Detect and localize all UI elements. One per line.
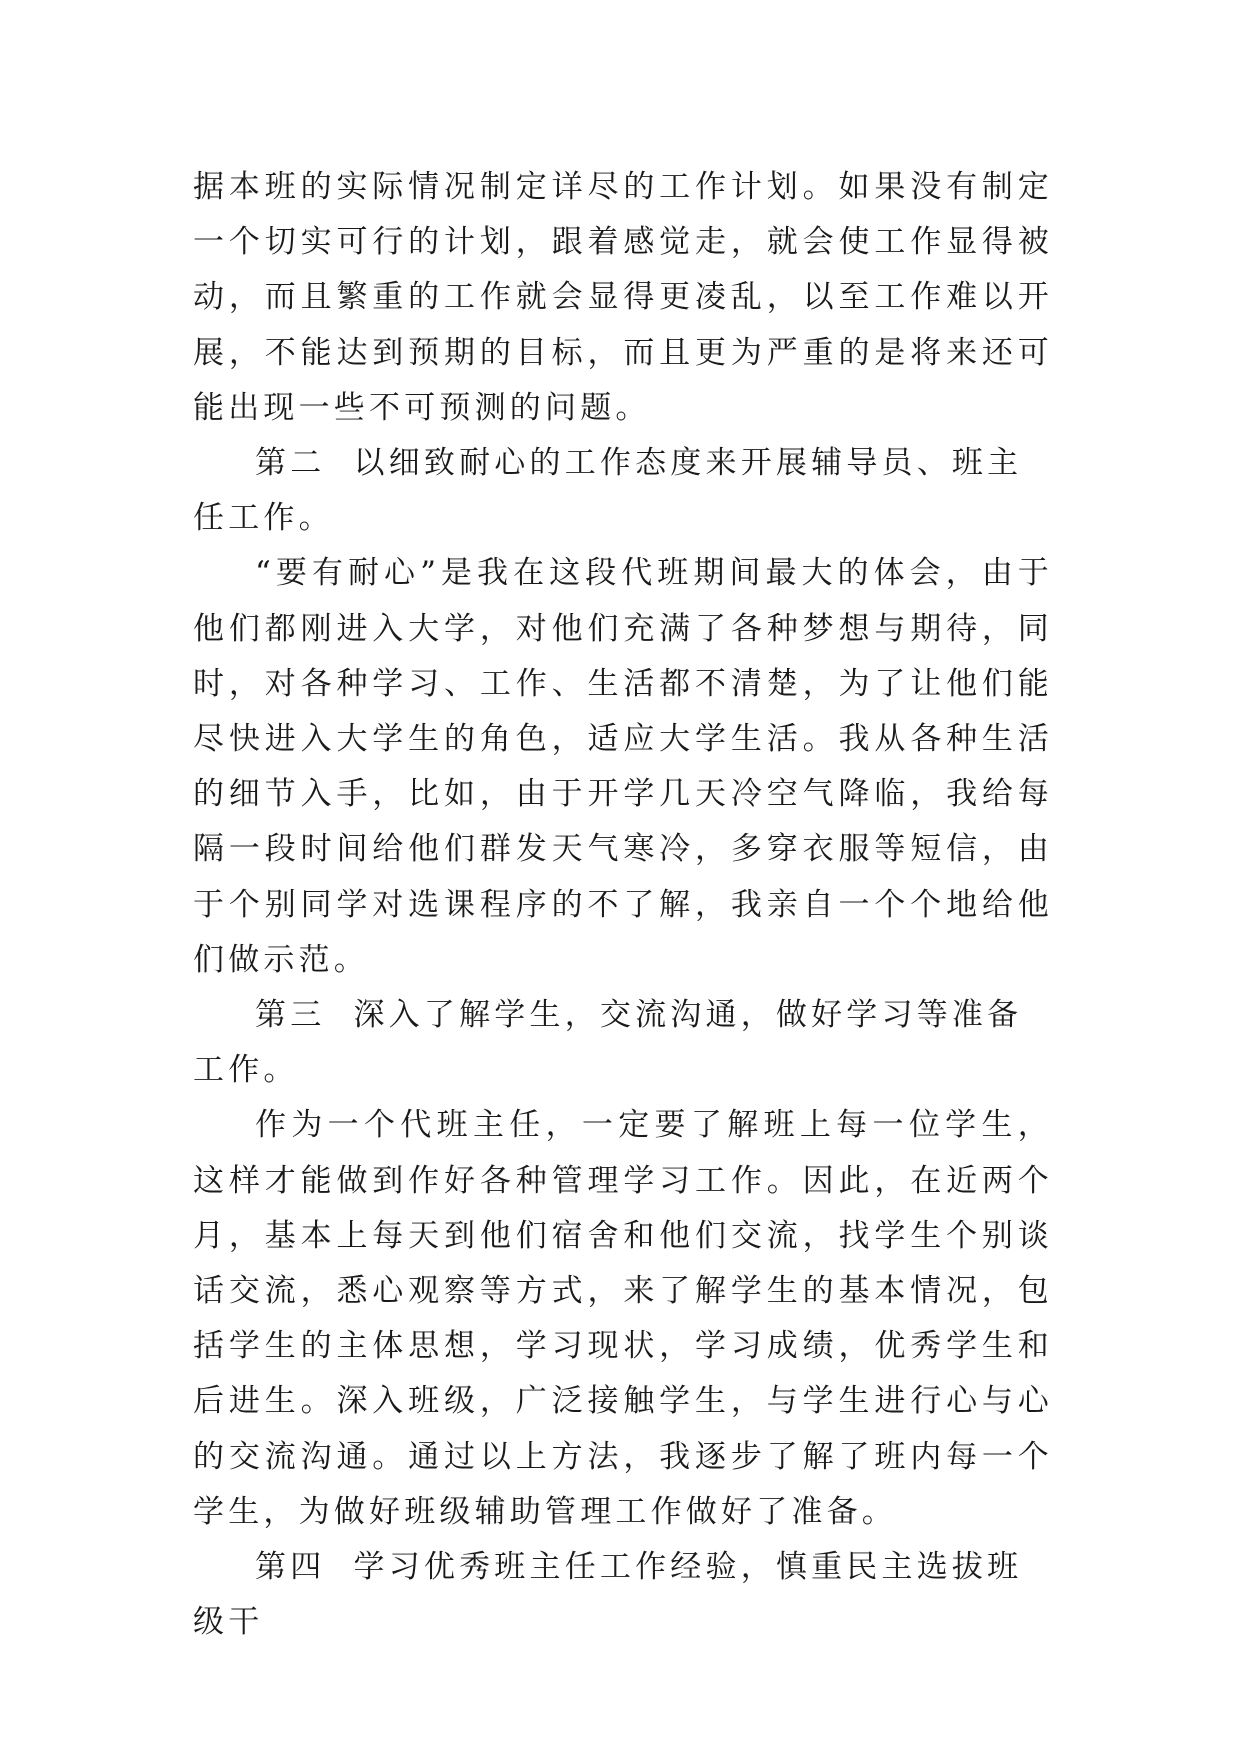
paragraph-planning-continued: 据本班的实际情况制定详尽的工作计划。如果没有制定一个切实可行的计划，跟着感觉走，就会使工作显得被动，而且繁重的工作就会显得更凌乱，以至工作难以开展，不能达到预期的目标，而且更为严重的是将来还可能出现一些不可预测的问题。 xyxy=(193,169,1053,426)
paragraph-patience: “要有耐心”是我在这段代班期间最大的体会，由于他们都刚进入大学，对他们充满了各种梦想与期待，同时，对各种学习、工作、生活都不清楚，为了让他们能尽快进入大学生的角色，适应大学生活。我从各种生活的细节入手，比如，由于开学几天冷空气降临，我给每隔一段时间给他们群发天气寒冷，多穿衣服等短信，由于个别同学对选课程序的不了解，我亲自一个个地给他们做示范。 xyxy=(193,555,1053,978)
paragraph-understanding-students: 作为一个代班主任，一定要了解班上每一位学生，这样才能做到作好各种管理学习工作。因此，在近两个月，基本上每天到他们宿舍和他们交流，找学生个别谈话交流，悉心观察等方式，来了解学生的基本情况，包括学生的主体思想，学习现状，学习成绩，优秀学生和后进生。深入班级，广泛接触学生，与学生进行心与心的交流沟通。通过以上方法，我逐步了解了班内每一个学生，为做好班级辅助管理工作做好了准备。 xyxy=(193,1107,1053,1530)
section-heading-second: 第二 以细致耐心的工作态度来开展辅导员、班主任工作。 xyxy=(193,445,1023,537)
section-heading-third: 第三 深入了解学生，交流沟通，做好学习等准备工作。 xyxy=(193,997,1023,1089)
document-body xyxy=(193,160,1053,1650)
section-heading-fourth: 第四 学习优秀班主任工作经验，慎重民主选拔班级干 xyxy=(193,1549,1023,1641)
